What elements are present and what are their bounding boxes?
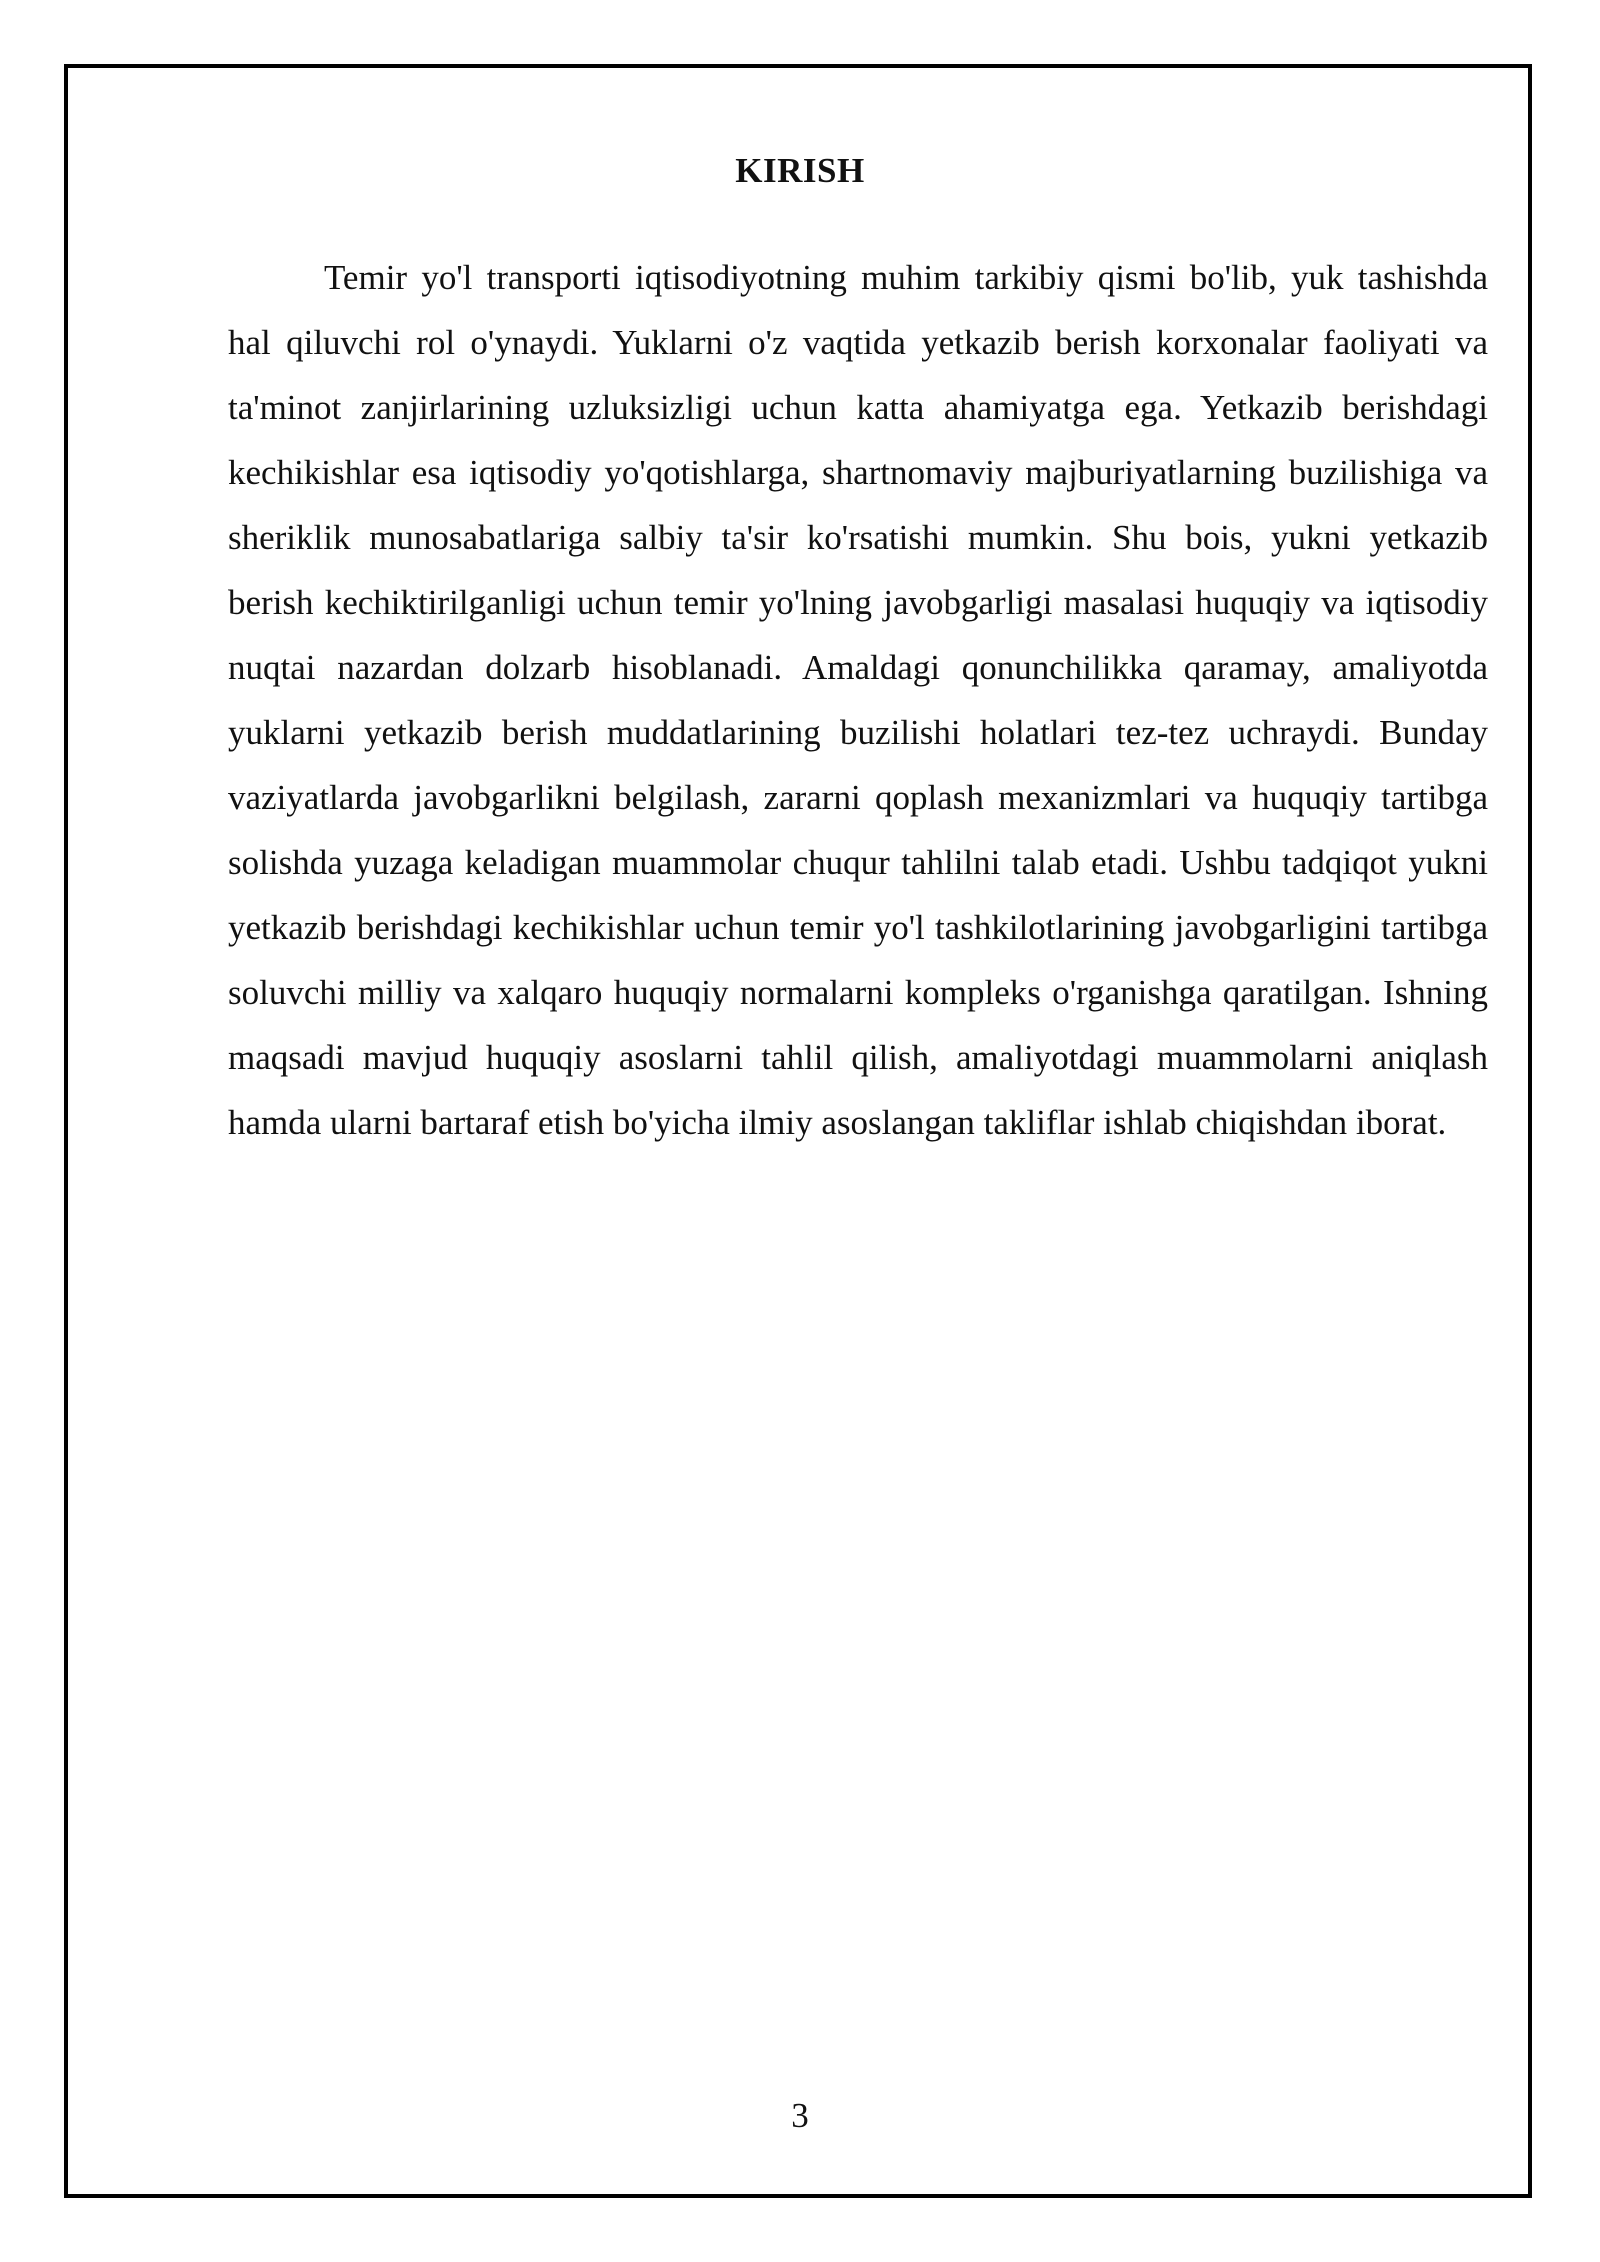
page-number: 3 [791, 2096, 809, 2135]
intro-paragraph: Temir yo'l transporti iqtisodiyotning muhim tarkibiy qismi bo'lib, yuk tashishda hal qiluvchi rol o'ynaydi. Yuklarni o'z vaqtida yetkazib berish korxonalar faoliyati va ta'minot zanjirlarining uzluksizligi uchun katta ahamiyatga ega. Yetkazib berishdagi kechikishlar esa iqtisodiy yo'qotishlarga, shartnomaviy majburiyatlarning buzilishiga va sheriklik munosabatlariga salbiy ta'sir ko'rsatishi mumkin. Shu bois, yukni yetkazib berish kechiktirilganligi uchun temir yo'lning javobgarligi masalasi huquqiy va iqtisodiy nuqtai nazardan dolzarb hisoblanadi. Amaldagi qonunchilikka qaramay, amaliyotda yuklarni yetkazib berish muddatlarining buzilishi holatlari tez-tez uchraydi. Bunday vaziyatlarda javobgarlikni belgilash, zararni qoplash mexanizmlari va huquqiy tartibga solishda yuzaga keladigan muammolar chuqur tahlilni talab etadi. Ushbu tadqiqot yukni yetkazib berishdagi kechikishlar uchun temir yo'l tashkilotlarining javobgarligini tartibga soluvchi milliy va xalqaro huquqiy normalarni kompleks o'rganishga qaratilgan. Ishning maqsadi mavjud huquqiy asoslarni tahlil qilish, amaliyotdagi muammolarni aniqlash hamda ularni bartaraf etish bo'yicha ilmiy asoslangan takliflar ishlab chiqishdan iborat. [228, 258, 1488, 1142]
page-title: KIRISH [735, 151, 865, 190]
